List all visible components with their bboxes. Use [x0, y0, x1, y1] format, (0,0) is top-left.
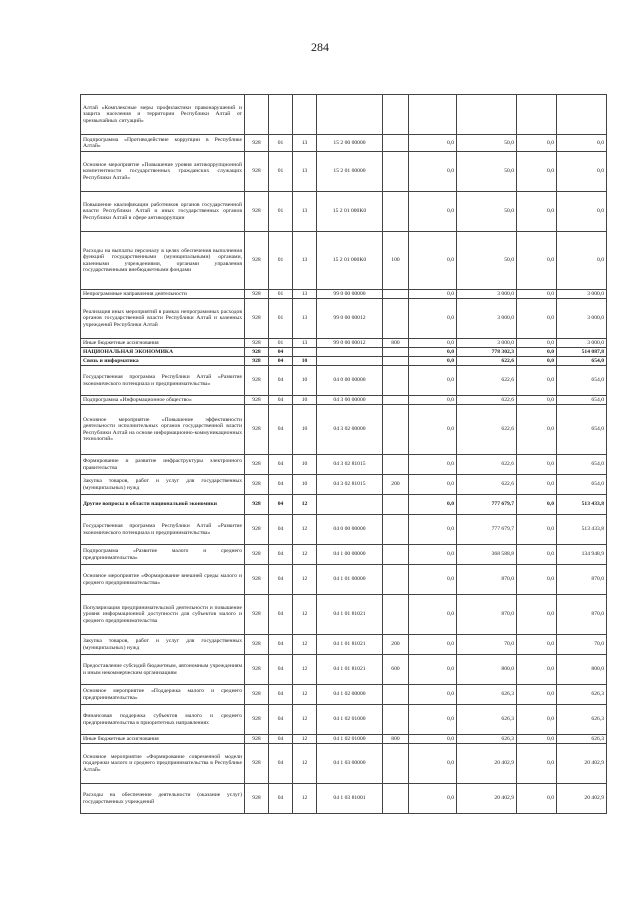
row-value-1: 0,0	[409, 475, 457, 495]
row-gov-code: 928	[245, 595, 269, 635]
row-name: Непрограммные направления деятельности	[81, 290, 245, 299]
row-subsection: 12	[293, 495, 317, 515]
row-subsection: 10	[293, 405, 317, 455]
row-gov-code: 928	[245, 455, 269, 475]
row-gov-code: 928	[245, 135, 269, 152]
row-value-2: 50,0	[457, 192, 517, 232]
row-subsection: 12	[293, 515, 317, 545]
row-value-1: 0,0	[409, 595, 457, 635]
row-target-article: 04 3 00 00000	[317, 396, 383, 405]
row-section: 04	[269, 655, 293, 685]
row-section: 01	[269, 299, 293, 339]
row-value-1: 0,0	[409, 135, 457, 152]
row-value-3: 0,0	[517, 495, 557, 515]
row-target-article: 04 0 00 00000	[317, 515, 383, 545]
row-value-1: 0,0	[409, 192, 457, 232]
row-target-article: 04 1 02 01000	[317, 705, 383, 735]
row-subsection: 12	[293, 735, 317, 744]
table-row	[81, 232, 607, 290]
table-row	[81, 655, 607, 685]
row-value-3: 0,0	[517, 595, 557, 635]
row-gov-code: 928	[245, 152, 269, 192]
row-target-article: 04 1 00 00000	[317, 545, 383, 565]
row-value-1: 0,0	[409, 495, 457, 515]
row-gov-code: 928	[245, 515, 269, 545]
table-row	[81, 95, 607, 135]
row-target-article: 15 2 01 000K0	[317, 232, 383, 290]
row-gov-code: 928	[245, 357, 269, 366]
row-value-2: 777 679,7	[457, 515, 517, 545]
row-expense-type	[383, 705, 409, 735]
row-value-2: 50,0	[457, 232, 517, 290]
row-gov-code: 928	[245, 396, 269, 405]
row-value-4: 513 433,8	[557, 515, 607, 545]
row-value-2: 777 679,7	[457, 495, 517, 515]
row-value-4: 20 402,9	[557, 784, 607, 814]
row-expense-type	[383, 152, 409, 192]
row-subsection: 13	[293, 339, 317, 348]
row-value-1: 0,0	[409, 357, 457, 366]
row-subsection: 13	[293, 135, 317, 152]
table-row	[81, 735, 607, 744]
row-name: Закупка товаров, работ и услуг для государственных (муниципальных) нужд	[81, 475, 245, 495]
row-value-3: 0,0	[517, 135, 557, 152]
row-expense-type	[383, 744, 409, 784]
row-value-1: 0,0	[409, 299, 457, 339]
row-value-2: 368 588,8	[457, 545, 517, 565]
row-section: 01	[269, 290, 293, 299]
row-value-1: 0,0	[409, 545, 457, 565]
row-value-4: 654,0	[557, 366, 607, 396]
row-gov-code: 928	[245, 495, 269, 515]
row-name: Подпрограмма «Противодействие коррупции в Республике Алтай»	[81, 135, 245, 152]
row-target-article: 04 1 02 00000	[317, 685, 383, 705]
row-section: 01	[269, 135, 293, 152]
row-expense-type: 100	[383, 232, 409, 290]
row-expense-type	[383, 515, 409, 545]
row-target-article: 04 3 02 81015	[317, 475, 383, 495]
row-value-1: 0,0	[409, 366, 457, 396]
row-expense-type: 200	[383, 475, 409, 495]
row-value-3: 0,0	[517, 635, 557, 655]
row-subsection: 13	[293, 152, 317, 192]
row-value-1: 0,0	[409, 685, 457, 705]
row-section: 04	[269, 744, 293, 784]
row-value-2: 800,0	[457, 655, 517, 685]
row-value-2: 20 402,9	[457, 744, 517, 784]
row-section: 04	[269, 705, 293, 735]
row-expense-type: 800	[383, 339, 409, 348]
row-expense-type	[383, 565, 409, 595]
row-value-3: 0,0	[517, 192, 557, 232]
row-subsection: 10	[293, 366, 317, 396]
row-target-article: 15 2 01 00000	[317, 152, 383, 192]
row-name: Государственная программа Республики Алтай «Развитие экономического потенциала и предпринимательства»	[81, 515, 245, 545]
row-expense-type	[383, 348, 409, 357]
row-gov-code: 928	[245, 685, 269, 705]
row-gov-code: 928	[245, 475, 269, 495]
row-value-3: 0,0	[517, 290, 557, 299]
row-target-article	[317, 357, 383, 366]
row-gov-code: 928	[245, 545, 269, 565]
row-value-1: 0,0	[409, 290, 457, 299]
row-value-1: 0,0	[409, 348, 457, 357]
row-expense-type	[383, 455, 409, 475]
row-target-article	[317, 348, 383, 357]
row-target-article: 99 0 00 00000	[317, 290, 383, 299]
row-value-3: 0,0	[517, 232, 557, 290]
table-row	[81, 515, 607, 545]
row-value-1: 0,0	[409, 232, 457, 290]
row-gov-code: 928	[245, 784, 269, 814]
row-name: Подпрограмма «Развитие малого и среднего предпринимательства»	[81, 545, 245, 565]
row-subsection: 12	[293, 685, 317, 705]
table-row	[81, 339, 607, 348]
row-target-article: 04 1 03 81001	[317, 784, 383, 814]
row-value-4: 0,0	[557, 152, 607, 192]
row-section: 04	[269, 366, 293, 396]
row-subsection: 12	[293, 744, 317, 784]
row-expense-type	[383, 685, 409, 705]
row-subsection: 13	[293, 290, 317, 299]
row-name: Закупка товаров, работ и услуг для государственных (муниципальных) нужд	[81, 635, 245, 655]
row-value-4: 3 000,0	[557, 299, 607, 339]
row-value-3: 0,0	[517, 396, 557, 405]
row-value-2: 622,6	[457, 366, 517, 396]
row-section: 04	[269, 784, 293, 814]
row-subsection: 10	[293, 455, 317, 475]
row-section: 04	[269, 348, 293, 357]
row-target-article: 99 0 00 00012	[317, 339, 383, 348]
row-subsection	[293, 348, 317, 357]
row-subsection: 12	[293, 545, 317, 565]
row-value-1: 0,0	[409, 565, 457, 595]
row-section: 01	[269, 232, 293, 290]
row-expense-type	[383, 290, 409, 299]
row-name: Иные бюджетные ассигнования	[81, 735, 245, 744]
row-name: Предоставление субсидий бюджетным, автономным учреждениям и иным некоммерческим организациям	[81, 655, 245, 685]
row-target-article: 04 1 01 81021	[317, 655, 383, 685]
row-value-4: 20 402,9	[557, 744, 607, 784]
row-name: Основное мероприятие «Формирование современной модели поддержки малого и среднего предпринимательства в Республике Алтай»	[81, 744, 245, 784]
row-gov-code: 928	[245, 635, 269, 655]
row-value-1: 0,0	[409, 635, 457, 655]
row-subsection: 12	[293, 565, 317, 595]
row-name: Повышение квалификации работников органов государственной власти Республики Алтай и иных государственных органов Республики Алтай в сфере антикоррупции	[81, 192, 245, 232]
row-value-2: 3 000,0	[457, 290, 517, 299]
row-value-3: 0,0	[517, 366, 557, 396]
row-value-4: 654,0	[557, 396, 607, 405]
row-value-3: 0,0	[517, 357, 557, 366]
row-value-2: 3 000,0	[457, 299, 517, 339]
table-row	[81, 744, 607, 784]
row-subsection: 12	[293, 595, 317, 635]
row-value-2: 622,6	[457, 405, 517, 455]
row-value-4: 3 000,0	[557, 339, 607, 348]
page-number: 284	[311, 40, 329, 54]
row-value-4: 626,3	[557, 735, 607, 744]
row-value-4: 134 948,9	[557, 545, 607, 565]
row-value-3	[517, 95, 557, 135]
table-row	[81, 192, 607, 232]
row-value-3: 0,0	[517, 405, 557, 455]
row-target-article: 15 2 01 000K0	[317, 192, 383, 232]
row-value-4: 0,0	[557, 232, 607, 290]
row-value-1: 0,0	[409, 784, 457, 814]
table-row	[81, 565, 607, 595]
row-gov-code: 928	[245, 192, 269, 232]
row-section: 04	[269, 635, 293, 655]
row-section: 04	[269, 455, 293, 475]
row-target-article: 15 2 00 00000	[317, 135, 383, 152]
row-value-4: 870,0	[557, 595, 607, 635]
row-value-1	[409, 95, 457, 135]
row-name: Государственная программа Республики Алтай «Развитие экономического потенциала и предпринимательства»	[81, 366, 245, 396]
row-subsection: 10	[293, 396, 317, 405]
row-subsection: 12	[293, 635, 317, 655]
row-section	[269, 95, 293, 135]
row-value-3: 0,0	[517, 784, 557, 814]
table-row	[81, 290, 607, 299]
row-section: 04	[269, 396, 293, 405]
row-expense-type	[383, 299, 409, 339]
row-gov-code: 928	[245, 232, 269, 290]
table-row	[81, 495, 607, 515]
row-value-3: 0,0	[517, 685, 557, 705]
row-expense-type	[383, 396, 409, 405]
row-value-2: 3 000,0	[457, 339, 517, 348]
row-value-4: 513 433,8	[557, 495, 607, 515]
row-subsection: 13	[293, 192, 317, 232]
row-expense-type	[383, 135, 409, 152]
row-target-article: 04 3 02 81015	[317, 455, 383, 475]
table-row	[81, 135, 607, 152]
row-target-article	[317, 495, 383, 515]
table-row	[81, 475, 607, 495]
row-gov-code: 928	[245, 348, 269, 357]
row-name: Финансовая поддержка субъектов малого и среднего предпринимательства в приоритетных направлениях	[81, 705, 245, 735]
row-value-4	[557, 95, 607, 135]
row-value-3: 0,0	[517, 565, 557, 595]
row-subsection: 13	[293, 299, 317, 339]
row-gov-code: 928	[245, 655, 269, 685]
table-row	[81, 685, 607, 705]
row-section: 04	[269, 565, 293, 595]
row-value-2: 870,0	[457, 565, 517, 595]
row-value-2: 778 302,3	[457, 348, 517, 357]
row-value-4: 626,3	[557, 685, 607, 705]
row-value-1: 0,0	[409, 455, 457, 475]
table-row	[81, 635, 607, 655]
row-section: 04	[269, 405, 293, 455]
row-value-4: 3 000,0	[557, 290, 607, 299]
row-section: 04	[269, 545, 293, 565]
row-value-3: 0,0	[517, 339, 557, 348]
row-expense-type	[383, 784, 409, 814]
row-value-3: 0,0	[517, 475, 557, 495]
row-target-article	[317, 95, 383, 135]
table-row	[81, 299, 607, 339]
row-name: Формирование и развитие инфраструктуры электронного правительства	[81, 455, 245, 475]
row-value-2: 622,6	[457, 396, 517, 405]
row-section: 01	[269, 192, 293, 232]
row-value-1: 0,0	[409, 735, 457, 744]
row-name: Основное мероприятие «Повышение эффективности деятельности исполнительных органов государственной власти Республики Алтай на основе информационно-коммуникационных технологий»	[81, 405, 245, 455]
row-expense-type	[383, 95, 409, 135]
row-value-4: 800,0	[557, 655, 607, 685]
row-value-2: 622,6	[457, 455, 517, 475]
row-value-3: 0,0	[517, 735, 557, 744]
row-subsection: 12	[293, 705, 317, 735]
row-expense-type	[383, 495, 409, 515]
row-gov-code: 928	[245, 366, 269, 396]
row-subsection: 10	[293, 357, 317, 366]
row-gov-code: 928	[245, 705, 269, 735]
row-name: Расходы на обеспечение деятельности (оказание услуг) государственных учреждений	[81, 784, 245, 814]
row-name: Основное мероприятие «Поддержка малого и среднего предпринимательства»	[81, 685, 245, 705]
row-value-1: 0,0	[409, 405, 457, 455]
row-value-2: 626,3	[457, 705, 517, 735]
row-value-4: 654,0	[557, 455, 607, 475]
row-value-3: 0,0	[517, 455, 557, 475]
row-target-article: 04 1 01 81021	[317, 635, 383, 655]
row-target-article: 04 0 00 00000	[317, 366, 383, 396]
row-name: Реализация иных мероприятий в рамках непрограммных расходов органов государственной власти Республики Алтай и казенных учреждений Республики Алтай	[81, 299, 245, 339]
row-gov-code: 928	[245, 339, 269, 348]
row-subsection: 12	[293, 784, 317, 814]
table-row	[81, 366, 607, 396]
table-row	[81, 784, 607, 814]
row-value-2: 622,6	[457, 475, 517, 495]
table-row	[81, 152, 607, 192]
row-name: НАЦИОНАЛЬНАЯ ЭКОНОМИКА	[81, 348, 245, 357]
row-expense-type: 800	[383, 735, 409, 744]
row-value-4: 654,0	[557, 357, 607, 366]
row-name: Основное мероприятие «Формирование внешней среды малого и среднего предпринимательства»	[81, 565, 245, 595]
budget-table	[80, 94, 607, 814]
row-section: 04	[269, 515, 293, 545]
row-name: Основное мероприятие «Повышение уровня антикоррупционной компетентности государственных гражданских служащих Республики Алтай»	[81, 152, 245, 192]
row-subsection: 12	[293, 655, 317, 685]
row-value-4: 70,0	[557, 635, 607, 655]
row-value-1: 0,0	[409, 152, 457, 192]
row-value-2: 70,0	[457, 635, 517, 655]
table-row	[81, 396, 607, 405]
row-gov-code: 928	[245, 290, 269, 299]
row-expense-type	[383, 366, 409, 396]
table-row	[81, 405, 607, 455]
row-value-2: 20 402,9	[457, 784, 517, 814]
row-name: Иные бюджетные ассигнования	[81, 339, 245, 348]
row-section: 04	[269, 495, 293, 515]
row-gov-code: 928	[245, 405, 269, 455]
row-name: Связь и информатика	[81, 357, 245, 366]
row-value-1: 0,0	[409, 705, 457, 735]
row-value-2: 50,0	[457, 135, 517, 152]
row-expense-type	[383, 357, 409, 366]
table-row	[81, 455, 607, 475]
row-expense-type	[383, 595, 409, 635]
row-target-article: 04 1 01 81021	[317, 595, 383, 635]
row-section: 04	[269, 357, 293, 366]
row-name: Алтай «Комплексные меры профилактики правонарушений и защита населения и территории Республики Алтай от чрезвычайных ситуаций»	[81, 95, 245, 135]
row-value-1: 0,0	[409, 655, 457, 685]
row-value-4: 654,0	[557, 475, 607, 495]
row-value-4: 654,0	[557, 405, 607, 455]
row-section: 04	[269, 475, 293, 495]
table-row	[81, 705, 607, 735]
row-section: 04	[269, 595, 293, 635]
row-value-2: 622,6	[457, 357, 517, 366]
table-row	[81, 348, 607, 357]
row-value-1: 0,0	[409, 515, 457, 545]
row-value-4: 626,3	[557, 705, 607, 735]
row-section: 01	[269, 152, 293, 192]
row-value-4: 0,0	[557, 135, 607, 152]
row-subsection	[293, 95, 317, 135]
row-value-1: 0,0	[409, 744, 457, 784]
row-value-3: 0,0	[517, 744, 557, 784]
row-value-3: 0,0	[517, 655, 557, 685]
row-value-2	[457, 95, 517, 135]
table-row	[81, 545, 607, 565]
row-section: 01	[269, 339, 293, 348]
row-target-article: 04 1 03 00000	[317, 744, 383, 784]
row-value-4: 870,0	[557, 565, 607, 595]
row-target-article: 04 1 01 00000	[317, 565, 383, 595]
row-name: Подпрограмма «Информационное общество»	[81, 396, 245, 405]
row-expense-type	[383, 192, 409, 232]
row-target-article: 04 3 02 00000	[317, 405, 383, 455]
row-subsection: 10	[293, 475, 317, 495]
row-value-3: 0,0	[517, 348, 557, 357]
row-value-4: 0,0	[557, 192, 607, 232]
row-gov-code: 928	[245, 565, 269, 595]
row-target-article: 99 0 00 00012	[317, 299, 383, 339]
row-section: 04	[269, 685, 293, 705]
row-expense-type: 200	[383, 635, 409, 655]
row-gov-code	[245, 95, 269, 135]
row-value-2: 626,3	[457, 685, 517, 705]
row-value-1: 0,0	[409, 396, 457, 405]
row-gov-code: 928	[245, 744, 269, 784]
row-section: 04	[269, 735, 293, 744]
row-value-2: 870,0	[457, 595, 517, 635]
row-name: Другие вопросы в области национальной экономики	[81, 495, 245, 515]
row-subsection: 13	[293, 232, 317, 290]
row-value-2: 626,3	[457, 735, 517, 744]
table-row	[81, 357, 607, 366]
row-value-2: 50,0	[457, 152, 517, 192]
row-expense-type	[383, 545, 409, 565]
row-name: Расходы на выплаты персоналу в целях обеспечения выполнения функций государственными (муниципальными) органами, казенными учреждениями, органами управления государственными внебюджетными фондами	[81, 232, 245, 290]
row-name: Популяризация предпринимательской деятельности и повышение уровня информационной доступности для субъектов малого и среднего предпринимательства	[81, 595, 245, 635]
table-row	[81, 595, 607, 635]
row-target-article: 04 1 02 01000	[317, 735, 383, 744]
row-expense-type	[383, 405, 409, 455]
row-value-4: 514 087,8	[557, 348, 607, 357]
row-value-3: 0,0	[517, 545, 557, 565]
row-value-3: 0,0	[517, 705, 557, 735]
row-value-3: 0,0	[517, 515, 557, 545]
row-expense-type: 600	[383, 655, 409, 685]
row-value-3: 0,0	[517, 152, 557, 192]
row-value-1: 0,0	[409, 339, 457, 348]
row-value-3: 0,0	[517, 299, 557, 339]
row-gov-code: 928	[245, 735, 269, 744]
row-gov-code: 928	[245, 299, 269, 339]
